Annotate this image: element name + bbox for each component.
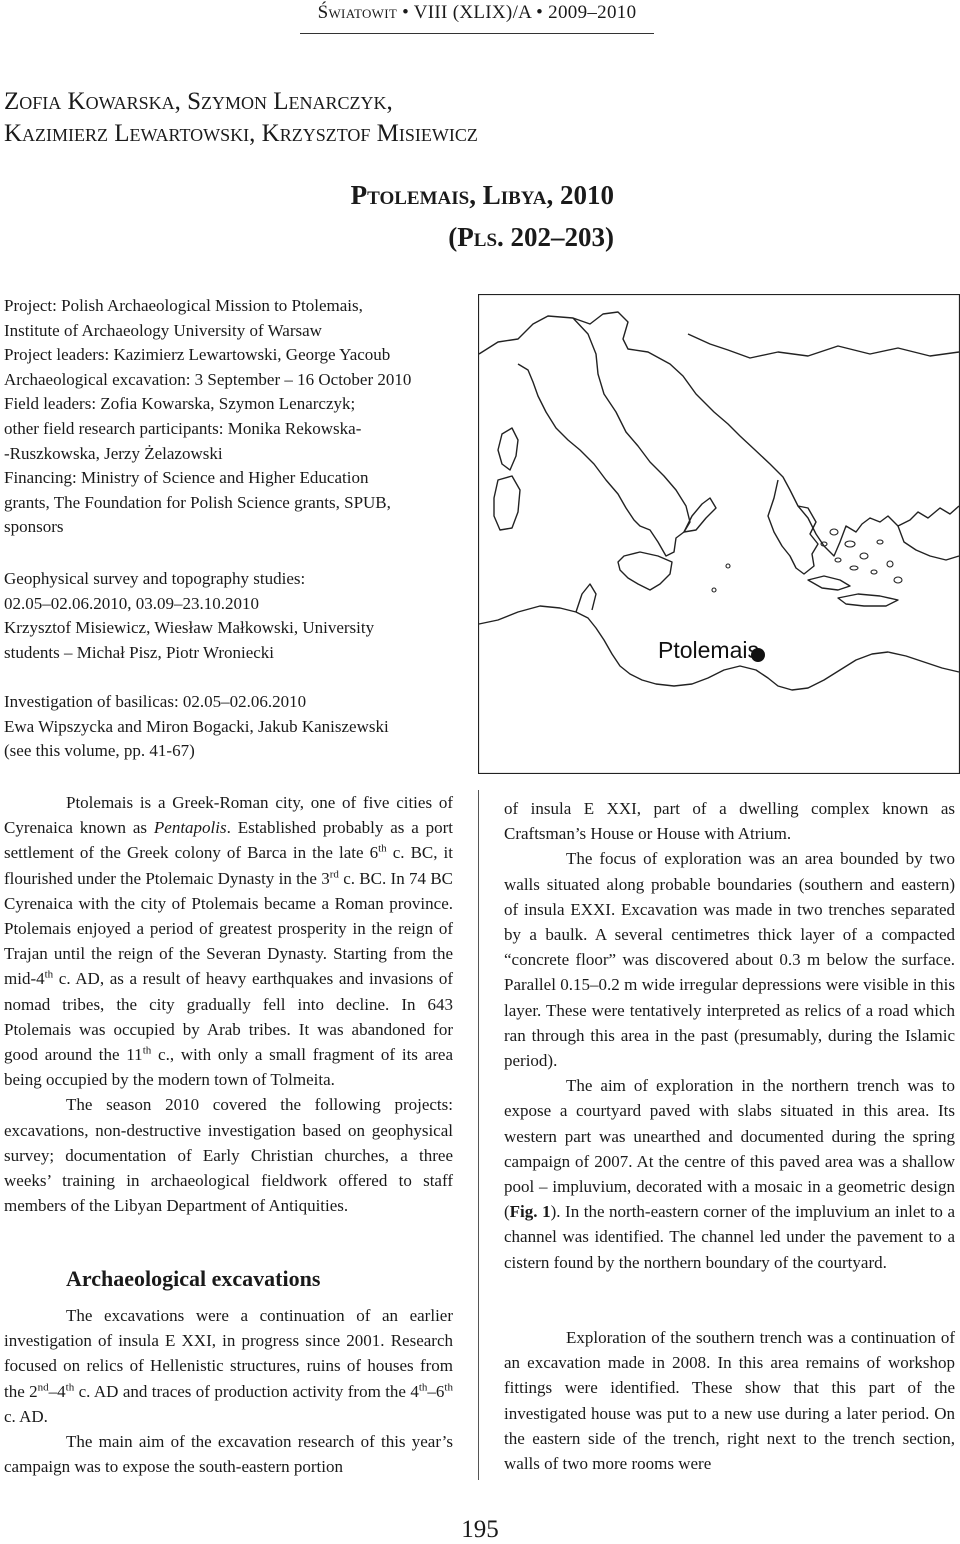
project-info-line: Archaeological excavation: 3 September – 16 October 2010 [4, 369, 412, 389]
author-line-1: Zofia Kowarska, Szymon Lenarczyk, [4, 88, 393, 115]
text-run: c., with only a small fragment of its area being occupied by the modern town of Tolmeita. [4, 1045, 453, 1090]
page-number: 195 [461, 1516, 499, 1543]
geophysics-info-line: students – Michał Pisz, Piotr Wroniecki [4, 642, 275, 662]
text-run: c. BC, it flourished under the Ptolemaic Dynasty in the 3 [4, 843, 454, 888]
ordinal-suffix: th [142, 1044, 152, 1057]
section-heading: Archaeological excavations [66, 1266, 321, 1291]
project-info-line: Field leaders: Zofia Kowarska, Szymon Lenarczyk; [4, 394, 356, 414]
project-info-line: Institute of Archaeology University of Warsaw [4, 320, 322, 340]
ordinal-suffix: th [418, 1380, 428, 1393]
focus-paragraph: The focus of exploration was an area bounded by two walls situated along probable boundaries (southern and eastern) of insula EXXI. Excavation was made in two trenches separated by a baulk. A several centimetres thick layer of a compacted “concrete floor” was discovered about 0.3 m below the surface. Parallel 0.15–0.2 m wide irregular depressions were visible in this layer. These were tentatively interpreted as relics of a road which ran through this area in the past (presumably, during the Islamic period). [504, 849, 955, 1071]
figure-reference: Fig. 1 [509, 1202, 551, 1222]
geophysics-info-line: Geophysical survey and topography studies: [4, 569, 306, 588]
running-head: Światowit • VIII (XLIX)/A • 2009–2010 [317, 2, 637, 23]
title-line-1: Ptolemais, Libya, 2010 [350, 180, 614, 210]
map-frame [479, 295, 960, 774]
project-info-line: Project: Polish Archaeological Mission to Ptolemais, [4, 296, 363, 315]
excavations-paragraph [4, 1303, 453, 1429]
author-line-2: Kazimierz Lewartowski, Krzysztof Misiewicz [4, 120, 478, 147]
map-ptolemais-label: Ptolemais [658, 637, 759, 663]
text-run: –4 [48, 1381, 66, 1401]
aim-paragraph: The main aim of the excavation research of this year’s campaign was to expose the south-eastern portion [4, 1432, 453, 1477]
ordinal-suffix: th [65, 1380, 75, 1393]
southern-trench-paragraph: Exploration of the southern trench was a continuation of an excavation made in 2008. In this area remains of workshop fittings were identified. These show that this part of the investigated house was put to a new use during a later period. On the eastern side of the trench, right next to the trench section, walls of two more rooms were [504, 1328, 955, 1474]
right-column [504, 796, 955, 1275]
geophysics-info-line: 02.05–02.06.2010, 03.09–23.10.2010 [4, 593, 259, 613]
ordinal-suffix: nd [37, 1380, 49, 1393]
northern-trench-paragraph [504, 1073, 955, 1275]
basilicas-info-block [4, 690, 464, 764]
project-info-block [4, 294, 464, 540]
project-info-line: other field research participants: Monika Rekowska- [4, 418, 362, 438]
basilicas-info-line: Investigation of basilicas: 02.05–02.06.2010 [4, 692, 307, 711]
text-run: The aim of exploration in the northern trench was to expose a courtyard paved with slabs situated in this area. Its western part was unearthed and documented during the spring campaign of 2007. At the centre of this paved area was a shallow pool – impluvium, decorated with a mosaic in a geometric design ( [504, 1076, 955, 1222]
basilicas-info-line: (see this volume, pp. 41-67) [4, 741, 195, 761]
text-run: The excavations were a continuation of an earlier investigation of insula E XXI, in progress since 2001. Research focused on relics of Hellenistic structures, ruins of houses from the 2 [4, 1306, 453, 1401]
ordinal-suffix: th [444, 1380, 453, 1393]
running-head-rule [300, 33, 654, 34]
italic-term: Pentapolis [153, 818, 227, 838]
right-column-continued [504, 1325, 955, 1476]
geophysics-info-line: Krzysztof Misiewicz, Wiesław Małkowski, University [4, 618, 375, 638]
project-info-line: grants, The Foundation for Polish Science grants, SPUB, [4, 492, 391, 512]
text-run: c. BC. In 74 BC Cyrenaica with the city of Ptolemais became a Roman province. Ptolemais enjoyed a period of greatest prosperity in the reign of Trajan until the reign of the Severan Dynasty. Starting from the mid-4 [4, 868, 454, 989]
text-run: Ptolemais is a Greek-Roman city, one of five cities of Cyrenaica known as [4, 793, 453, 838]
text-run: c. AD, as a result of heavy earthquakes and invasions of nomad tribes, the city gradually fell into decline. In 643 Ptolemais was occupied by Arab tribes. It was abandoned for good around the 11 [4, 969, 453, 1065]
text-run: ). In the north-eastern corner of the impluvium an inlet to a channel was identified. The channel led under the pavement to a cistern found by the northern boundary of the courtyard. [504, 1202, 956, 1272]
ordinal-suffix: th [44, 968, 54, 981]
text-run: –6 [427, 1381, 445, 1401]
insula-paragraph: of insula E XXI, part of a dwelling complex known as Craftsman’s House or House with Atrium. [504, 799, 955, 844]
basilicas-info-line: Ewa Wipszycka and Miron Bogacki, Jakub Kaniszewski [4, 716, 389, 736]
title-line-2: (Pls. 202–203) [448, 222, 614, 252]
geophysics-info-block [4, 567, 464, 665]
ordinal-suffix: th [378, 842, 387, 855]
author-list [4, 86, 478, 150]
location-map [478, 294, 960, 774]
project-info-line: Financing: Ministry of Science and Higher Education [4, 468, 369, 488]
ordinal-suffix: rd [329, 867, 339, 880]
map-graphic [478, 294, 960, 774]
text-run: c. AD and traces of production activity from the 4 [74, 1381, 419, 1401]
column-rule [478, 790, 479, 1480]
left-column [4, 790, 453, 1218]
left-column-continued [4, 1303, 453, 1479]
project-info-line: sponsors [4, 517, 64, 537]
intro-paragraph [4, 790, 453, 1092]
project-info-line: Project leaders: Kazimierz Lewartowski, George Yacoub [4, 345, 391, 365]
season-paragraph: The season 2010 covered the following projects: excavations, non-destructive investigation based on geophysical survey; documentation of Early Christian churches, a three weeks’ training in archaeological fieldwork offered to staff members of the Libyan Department of Antiquities. [4, 1095, 453, 1216]
article-title [351, 174, 614, 258]
project-info-line: -Ruszkowska, Jerzy Żelazowski [4, 443, 223, 463]
text-run: . Established probably as a port settlement of the Greek colony of Barca in the late 6 [4, 818, 453, 863]
text-run: c. AD. [4, 1406, 48, 1426]
